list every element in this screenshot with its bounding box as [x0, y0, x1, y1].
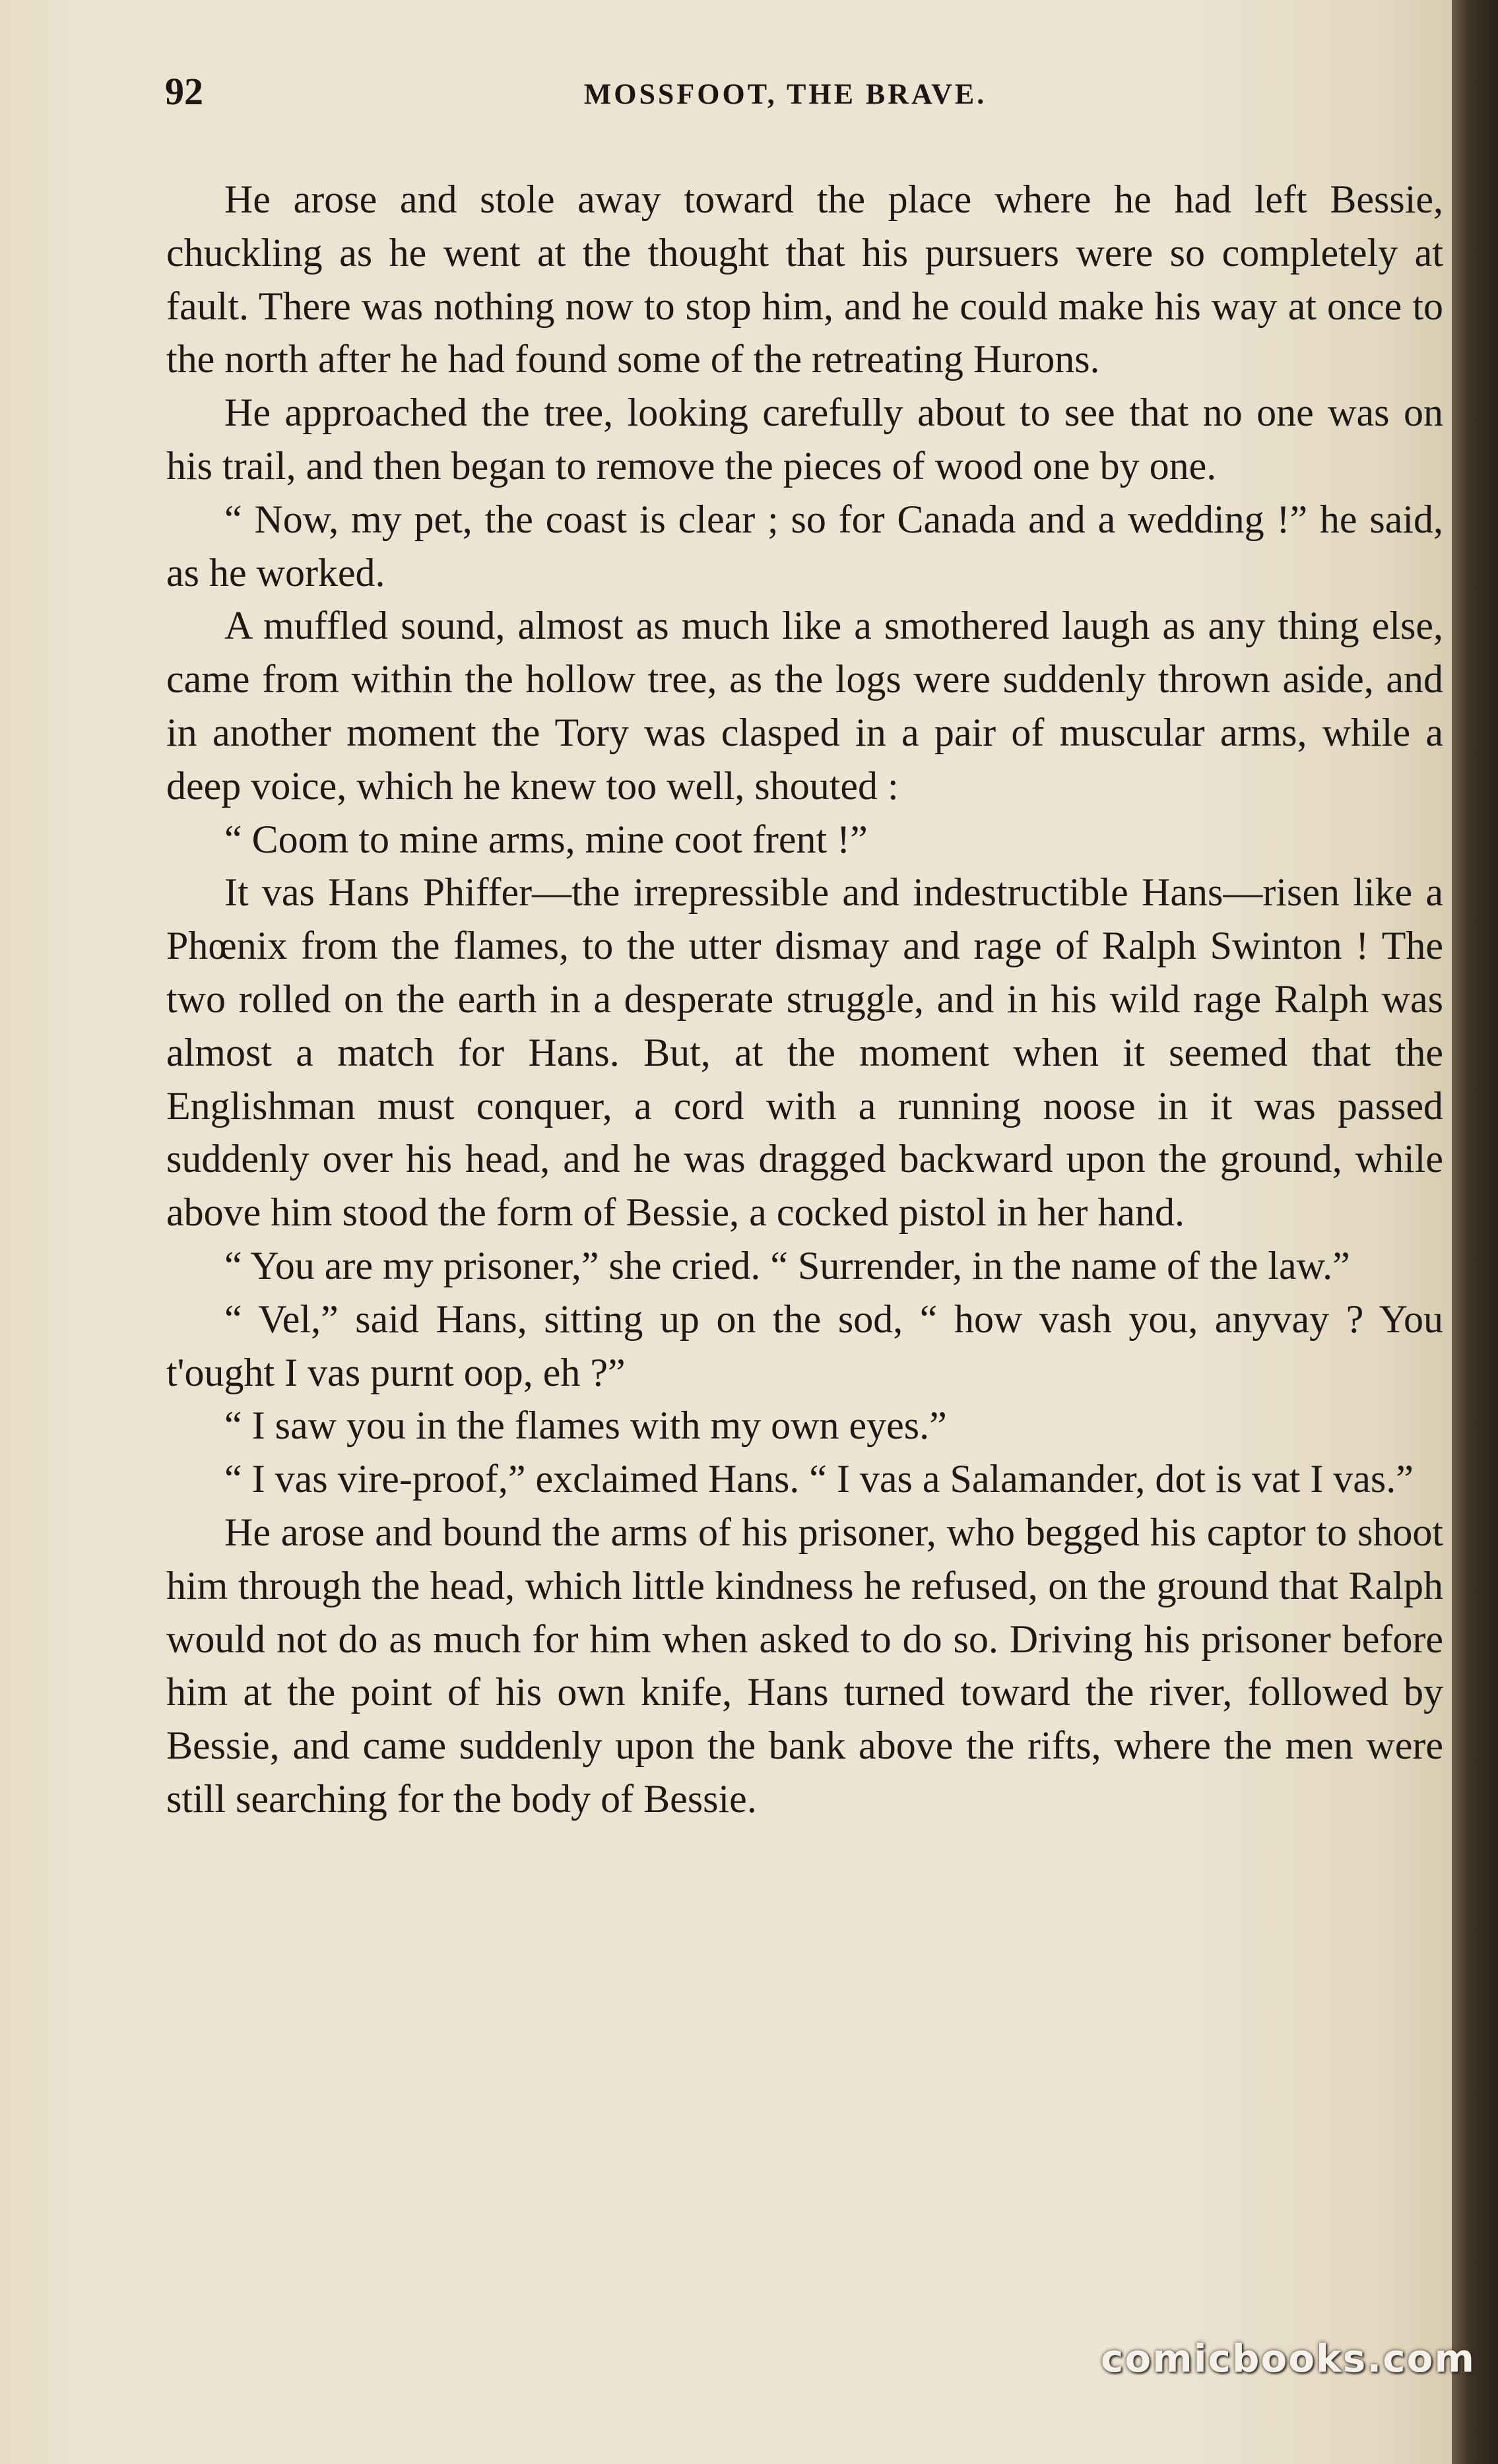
paragraph: He arose and bound the arms of his prisoner, who begged his captor to shoot him through the head, which little kindness he refused, on the ground that Ralph would not do as much for him when asked to do so. Driving his prisoner before him at the point of his own knife, Hans turned toward the river, followed by Bessie, and came suddenly upon the bank above the rifts, where the men were still searching for the body of Bessie.: [166, 1510, 1443, 1821]
paragraph: “ Coom to mine arms, mine coot frent !”: [224, 817, 868, 861]
paragraph: “ Vel,” said Hans, sitting up on the sod, “ how vash you, anyvay ? You t'ought I vas purnt oop, eh ?”: [166, 1297, 1443, 1394]
body-text: [166, 173, 1443, 1826]
page-header: [165, 69, 1406, 122]
page-number: 92: [165, 70, 203, 113]
paragraph: A muffled sound, almost as much like a smothered laugh as any thing else, came from within the hollow tree, as the logs were suddenly thrown aside, and in another moment the Tory was clasped in a pair of muscular arms, while a deep voice, which he knew too well, shouted :: [166, 604, 1443, 808]
paragraph: “ I vas vire-proof,” exclaimed Hans. “ I vas a Salamander, dot is vat I vas.”: [224, 1457, 1414, 1501]
paragraph: “ Now, my pet, the coast is clear ; so for Canada and a wedding !” he said, as he worked.: [166, 497, 1443, 595]
paragraph: “ You are my prisoner,” she cried. “ Surrender, in the name of the law.”: [224, 1243, 1350, 1287]
paragraph: He approached the tree, looking carefully about to see that no one was on his trail, and then began to remove the pieces of wood one by one.: [166, 391, 1443, 488]
paragraph: He arose and stole away toward the place where he had left Bessie, chuckling as he went at the thought that his pursuers were so completely at fault. There was nothing now to stop him, and he could make his way at once to the north after he had found some of the retreating Hurons.: [166, 178, 1443, 381]
running-head: MOSSFOOT, THE BRAVE.: [583, 78, 987, 110]
book-edge: [1452, 0, 1498, 2464]
watermark: comicbooks.com: [1101, 2336, 1476, 2381]
paragraph: It vas Hans Phiffer—the irrepressible and indestructible Hans—risen like a Phœnix from the flames, to the utter dismay and rage of Ralph Swinton ! The two rolled on the earth in a desperate struggle, and in his wild rage Ralph was almost a match for Hans. But, at the moment when it seemed that the Englishman must conquer, a cord with a running noose in it was passed suddenly over his head, and he was dragged backward upon the ground, while above him stood the form of Bessie, a cocked pistol in her hand.: [166, 870, 1443, 1235]
paragraph: “ I saw you in the flames with my own eyes.”: [224, 1404, 947, 1448]
